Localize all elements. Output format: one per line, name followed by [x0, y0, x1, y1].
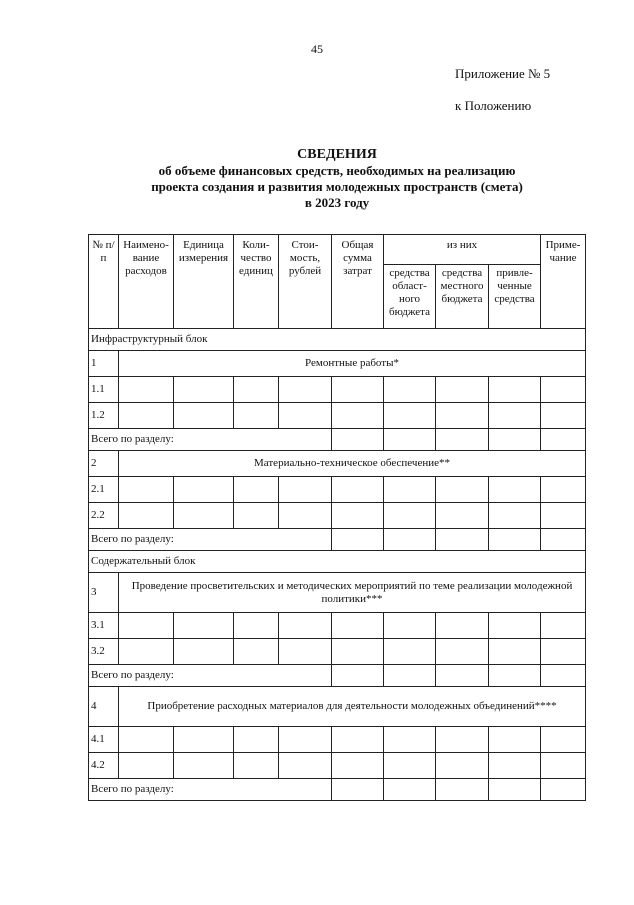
row-num: 4.1: [89, 727, 119, 753]
table-row: [89, 639, 586, 665]
total-label: Всего по разделу:: [89, 529, 332, 551]
table-row: [89, 727, 586, 753]
header-name: Наимено-вание расходов: [119, 235, 174, 329]
header-of-them: из них: [384, 235, 541, 265]
section-num: 1: [89, 351, 119, 377]
row-num: 1.1: [89, 377, 119, 403]
section-num: 4: [89, 687, 119, 727]
section-num: 3: [89, 573, 119, 613]
section-title: Проведение просветительских и методических мероприятий по теме реализации молодежной политики***: [119, 573, 586, 613]
estimate-table: [88, 234, 586, 801]
header-num: № п/п: [89, 235, 119, 329]
row-num: 4.2: [89, 753, 119, 779]
header-regional: средства област-ного бюджета: [384, 265, 436, 329]
section-num: 2: [89, 451, 119, 477]
section-total-row: [89, 779, 586, 801]
header-qty: Коли-чество единиц: [234, 235, 279, 329]
section-total-row: [89, 529, 586, 551]
table-row: [89, 613, 586, 639]
header-unit: Единица измерения: [174, 235, 234, 329]
total-label: Всего по разделу:: [89, 429, 332, 451]
header-local: средства местного бюджета: [436, 265, 489, 329]
header-total: Общая сумма затрат: [332, 235, 384, 329]
document-title: [60, 146, 614, 211]
section-title: Ремонтные работы*: [119, 351, 586, 377]
row-num: 3.1: [89, 613, 119, 639]
table-row: [89, 377, 586, 403]
title-line-2: проекта создания и развития молодежных пространств (смета): [151, 179, 523, 194]
total-label: Всего по разделу:: [89, 665, 332, 687]
section-title: Приобретение расходных материалов для деятельности молодежных объединений****: [119, 687, 586, 727]
content-block-title: Содержательный блок: [89, 551, 586, 573]
row-num: 3.2: [89, 639, 119, 665]
section-title: Материально-техническое обеспечение**: [119, 451, 586, 477]
regulation-reference: к Положению: [455, 98, 532, 113]
infrastructure-block-title: Инфраструктурный блок: [89, 329, 586, 351]
section-total-row: [89, 429, 586, 451]
header-note: Приме-чание: [541, 235, 586, 329]
table-row: [89, 477, 586, 503]
row-num: 2.2: [89, 503, 119, 529]
title-line-1: об объеме финансовых средств, необходимых на реализацию: [158, 163, 516, 178]
row-num: 2.1: [89, 477, 119, 503]
table-row: [89, 503, 586, 529]
title-line-3: в 2023 году: [304, 195, 370, 210]
section-total-row: [89, 665, 586, 687]
header-attracted: привле-ченные средства: [489, 265, 541, 329]
table-row: [89, 403, 586, 429]
row-num: 1.2: [89, 403, 119, 429]
title-main: СВЕДЕНИЯ: [297, 147, 377, 162]
page-number: 45: [311, 42, 323, 56]
header-cost: Стои-мость, рублей: [279, 235, 332, 329]
total-label: Всего по разделу:: [89, 779, 332, 801]
appendix-label: Приложение № 5: [455, 66, 551, 81]
table-row: [89, 753, 586, 779]
